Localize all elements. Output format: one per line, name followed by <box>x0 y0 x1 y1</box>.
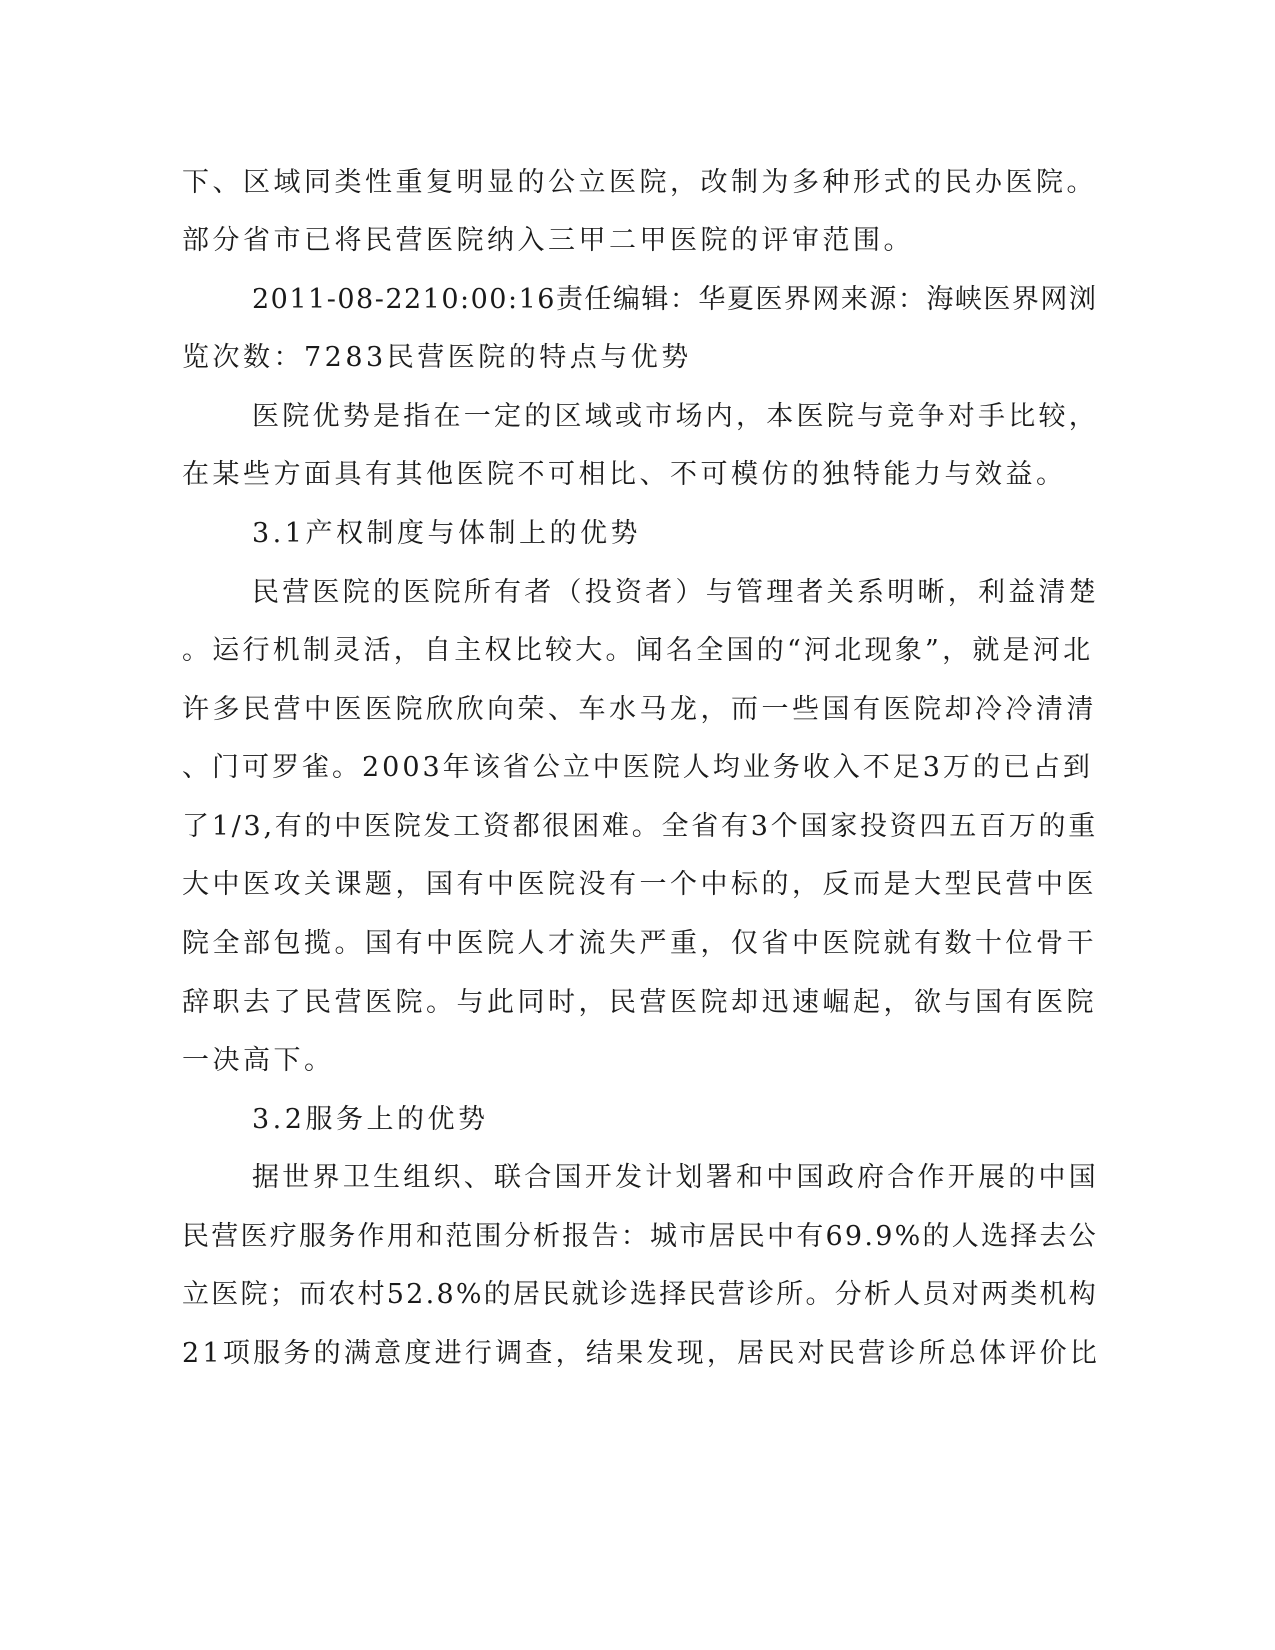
text-line: 民营医疗服务作用和范围分析报告：城市居民中有69.9%的人选择去公 <box>182 1221 1099 1252</box>
text-line: 立医院；而农村52.8%的居民就诊选择民营诊所。分析人员对两类机构 <box>182 1279 1099 1310</box>
text-line: 辞职去了民营医院。与此同时，民营医院却迅速崛起，欲与国有医院 <box>182 987 1097 1018</box>
text-line: 览次数：7283民营医院的特点与优势 <box>182 342 692 373</box>
text-line: 在某些方面具有其他医院不可相比、不可模仿的独特能力与效益。 <box>182 459 1067 490</box>
text-line: 了1/3,有的中医院发工资都很困难。全省有3个国家投资四五百万的重 <box>182 811 1098 842</box>
text-line: 许多民营中医医院欣欣向荣、车水马龙，而一些国有医院却冷冷清清 <box>182 694 1097 725</box>
text-line: 部分省市已将民营医院纳入三甲二甲医院的评审范围。 <box>182 225 914 256</box>
section-heading: 3.1产权制度与体制上的优势 <box>252 518 641 549</box>
text-line: 。运行机制灵活，自主权比较大。闻名全国的“河北现象”，就是河北 <box>182 635 1094 666</box>
text-line: 大中医攻关课题，国有中医院没有一个中标的，反而是大型民营中医 <box>182 869 1097 900</box>
text-line: 医院优势是指在一定的区域或市场内，本医院与竞争对手比较， <box>252 401 1099 432</box>
text-line: 2011-08-2210:00:16责任编辑：华夏医界网来源：海峡医界网浏 <box>252 284 1098 315</box>
text-line: 、门可罗雀。2003年该省公立中医院人均业务收入不足3万的已占到 <box>182 752 1093 783</box>
text-line: 一决高下。 <box>182 1045 335 1076</box>
text-line: 民营医院的医院所有者（投资者）与管理者关系明晰，利益清楚 <box>252 577 1099 608</box>
text-line: 下、区域同类性重复明显的公立医院，改制为多种形式的民办医院。 <box>182 167 1097 198</box>
text-line: 据世界卫生组织、联合国开发计划署和中国政府合作开展的中国 <box>252 1162 1099 1193</box>
text-line: 院全部包揽。国有中医院人才流失严重，仅省中医院就有数十位骨干 <box>182 928 1097 959</box>
text-line: 21项服务的满意度进行调查，结果发现，居民对民营诊所总体评价比 <box>182 1338 1101 1369</box>
section-heading: 3.2服务上的优势 <box>252 1104 489 1135</box>
